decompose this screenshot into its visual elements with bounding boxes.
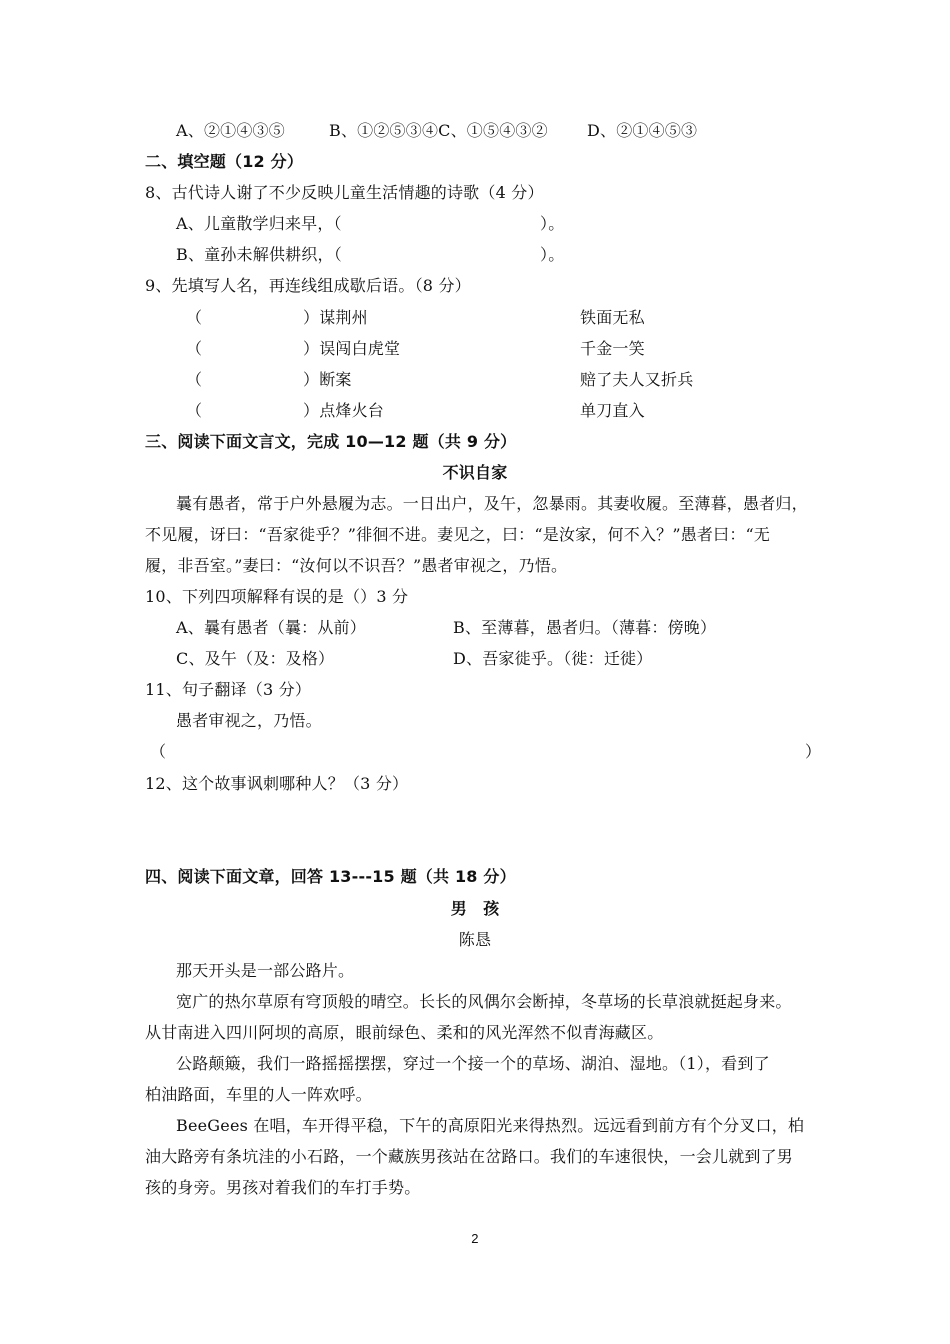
q10-stem: 10、下列四项解释有误的是（）3 分	[145, 587, 409, 606]
q8-option-a: A、儿童散学归来早，（	[176, 214, 342, 233]
q8-option-b: B、童孙未解供耕织，（	[176, 245, 342, 264]
section2-heading: 二、填空题（12 分）	[145, 152, 304, 171]
q11-sentence: 愚者审视之，乃悟。	[176, 711, 322, 730]
q9-stem: 9、先填写人名，再连线组成歇后语。（8 分）	[145, 276, 471, 295]
article-line: 公路颠簸，我们一路摇摇摆摆，穿过一个接一个的草场、湖泊、湿地。（1），看到了	[176, 1054, 770, 1073]
section3-title: 不识自家	[442, 463, 508, 482]
q8-option-b-close: ）。	[540, 245, 565, 264]
q9-row-left: ）断案	[303, 370, 352, 389]
article-line: BeeGees 在唱，车开得平稳，下午的高原阳光来得热烈。远远看到前方有个分叉口，柏	[176, 1116, 805, 1135]
q9-row-open-paren: （	[186, 370, 203, 389]
q11-answer-close: ）	[805, 742, 822, 761]
q9-row-left: ）点烽火台	[303, 401, 385, 420]
article-line: 从甘南进入四川阿坝的高原，眼前绿色、柔和的风光浑然不似青海藏区。	[145, 1023, 664, 1042]
article-line: 宽广的热尔草原有穹顶般的晴空。长长的风偶尔会断掉，冬草场的长草浪就挺起身来。	[176, 992, 792, 1011]
article-line: 柏油路面，车里的人一阵欢呼。	[145, 1085, 372, 1104]
q8-option-a-close: ）。	[540, 214, 565, 233]
article-line: 油大路旁有条坑洼的小石路，一个藏族男孩站在岔路口。我们的车速很快，一会儿就到了男	[145, 1147, 794, 1166]
q12-stem: 12、这个故事讽刺哪种人？（3 分）	[145, 774, 409, 793]
article-line: 那天开头是一部公路片。	[176, 961, 355, 980]
q9-row-left: ）谋荆州	[303, 308, 368, 327]
q9-row-right: 赔了夫人又折兵	[580, 370, 694, 389]
q10-option-c: C、及午（及：及格）	[176, 649, 335, 668]
q9-row-open-paren: （	[186, 401, 203, 420]
q9-row-right: 单刀直入	[580, 401, 645, 420]
q10-option-d: D、吾家徙乎。（徙：迁徙）	[453, 649, 653, 668]
q9-row-right: 铁面无私	[580, 308, 645, 327]
q11-answer-open: （	[150, 742, 167, 761]
q7-option-a: A、②①④③⑤	[176, 121, 285, 140]
passage-line: 曩有愚者，常于户外悬履为志。一日出户，及午，忽暴雨。其妻收履。至薄暮，愚者归，	[176, 494, 808, 513]
q9-row-left: ）误闯白虎堂	[303, 339, 401, 358]
q7-option-d: D、②①④⑤③	[587, 121, 698, 140]
q8-stem: 8、古代诗人谢了不少反映儿童生活情趣的诗歌（4 分）	[145, 183, 544, 202]
passage-line: 不见履，讶曰：“吾家徙乎？”徘徊不进。妻见之，曰：“是汝家，何不入？”愚者曰：“无	[145, 525, 771, 544]
q10-option-a: A、曩有愚者（曩：从前）	[176, 618, 366, 637]
passage-line: 履，非吾室。”妻曰：“汝何以不识吾？”愚者审视之，乃悟。	[145, 556, 568, 575]
q7-option-b-c: B、①②⑤③④C、①⑤④③②	[329, 121, 548, 140]
q9-row-open-paren: （	[186, 339, 203, 358]
q11-stem: 11、句子翻译（3 分）	[145, 680, 312, 699]
q9-row-open-paren: （	[186, 308, 203, 327]
section4-title: 男 孩	[450, 899, 500, 918]
q10-option-b: B、至薄暮，愚者归。（薄暮：傍晚）	[453, 618, 717, 637]
section4-author: 陈恳	[458, 930, 492, 949]
article-line: 孩的身旁。男孩对着我们的车打手势。	[145, 1178, 421, 1197]
section3-heading: 三、阅读下面文言文，完成 10—12 题（共 9 分）	[145, 432, 517, 451]
q9-row-right: 千金一笑	[580, 339, 645, 358]
section4-heading: 四、阅读下面文章，回答 13---15 题（共 18 分）	[145, 867, 516, 886]
page-number: 2	[471, 1231, 479, 1246]
